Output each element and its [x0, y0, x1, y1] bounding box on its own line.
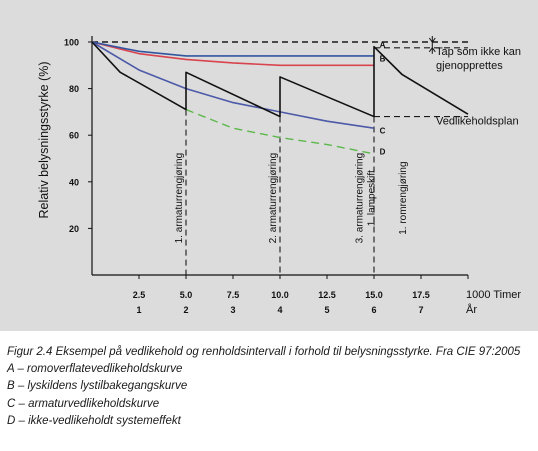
x-tick-label-years: 7	[418, 305, 424, 315]
annotation-0-line-1: gjenopprettes	[436, 59, 503, 72]
vertical-annotation-0-line-0: 1. armaturrengjøring	[174, 152, 186, 244]
curve-label-b: B	[379, 54, 386, 64]
series-c	[92, 42, 374, 128]
x-tick-label-years: 5	[324, 305, 330, 315]
x-tick-label-hours: 7.5	[226, 290, 240, 300]
curve-label-c: C	[379, 126, 386, 136]
x-tick-label-years: År	[466, 304, 477, 316]
vertical-annotation-2-line-0: 3. armaturrengjøring	[354, 152, 366, 244]
vertical-annotation-1-line-0: 2. armaturrengjøring	[268, 152, 280, 244]
figure-caption	[7, 344, 527, 430]
series-line-2	[92, 42, 374, 56]
y-tick-label: 20	[68, 223, 79, 234]
x-tick-label-years: 6	[371, 305, 377, 315]
x-tick-label-hours: 10.0	[271, 290, 289, 300]
curve-label-a: A	[379, 40, 386, 50]
vertical-annotation-2-line-1: 1. lampeskift	[366, 170, 378, 227]
y-tick-label: 80	[68, 84, 79, 95]
x-tick-label-years: 2	[183, 305, 189, 315]
caption-item-c: C – armaturvedlikeholdskurve	[7, 397, 160, 410]
y-axis-label: Relativ belysningsstyrke (%)	[37, 61, 51, 219]
x-tick-label-hours: 1000 Timer	[466, 289, 522, 301]
x-tick-label-hours: 5.0	[179, 290, 193, 300]
x-tick-label-hours: 2.5	[132, 290, 146, 300]
caption-item-a: A – romoverflatevedlikeholdskurve	[7, 363, 183, 376]
series-line-5	[92, 42, 468, 117]
x-tick-label-hours: 12.5	[318, 290, 336, 300]
annotation-1-line-0: Vedlikeholdsplan	[436, 115, 519, 128]
vertical-annotation-3-line-0: 1. romrengjøring	[397, 161, 409, 235]
caption-title: Figur 2.4 Eksempel på vedlikehold og renholdsintervall i forhold til belysningsstyrke. Fra CIE 97:2005	[7, 346, 521, 358]
x-tick-label-hours: 17.5	[412, 290, 430, 300]
y-tick-label: 40	[68, 177, 79, 188]
x-tick-label-years: 1	[136, 305, 142, 315]
curve-label-d: D	[379, 147, 386, 157]
x-tick-label-years: 4	[277, 305, 283, 315]
annotation-0-line-0: Tap som ikke kan	[436, 45, 522, 58]
series-b	[92, 42, 374, 65]
x-tick-label-years: 3	[230, 305, 236, 315]
caption-item-b: B – lyskildens lystilbakegangskurve	[7, 380, 188, 393]
y-tick-label: 100	[63, 37, 79, 48]
x-tick-label-hours: 15.0	[365, 290, 383, 300]
caption-item-d: D – ikke-vedlikeholdt systemeffekt	[7, 414, 181, 427]
y-tick-label: 60	[68, 130, 79, 141]
